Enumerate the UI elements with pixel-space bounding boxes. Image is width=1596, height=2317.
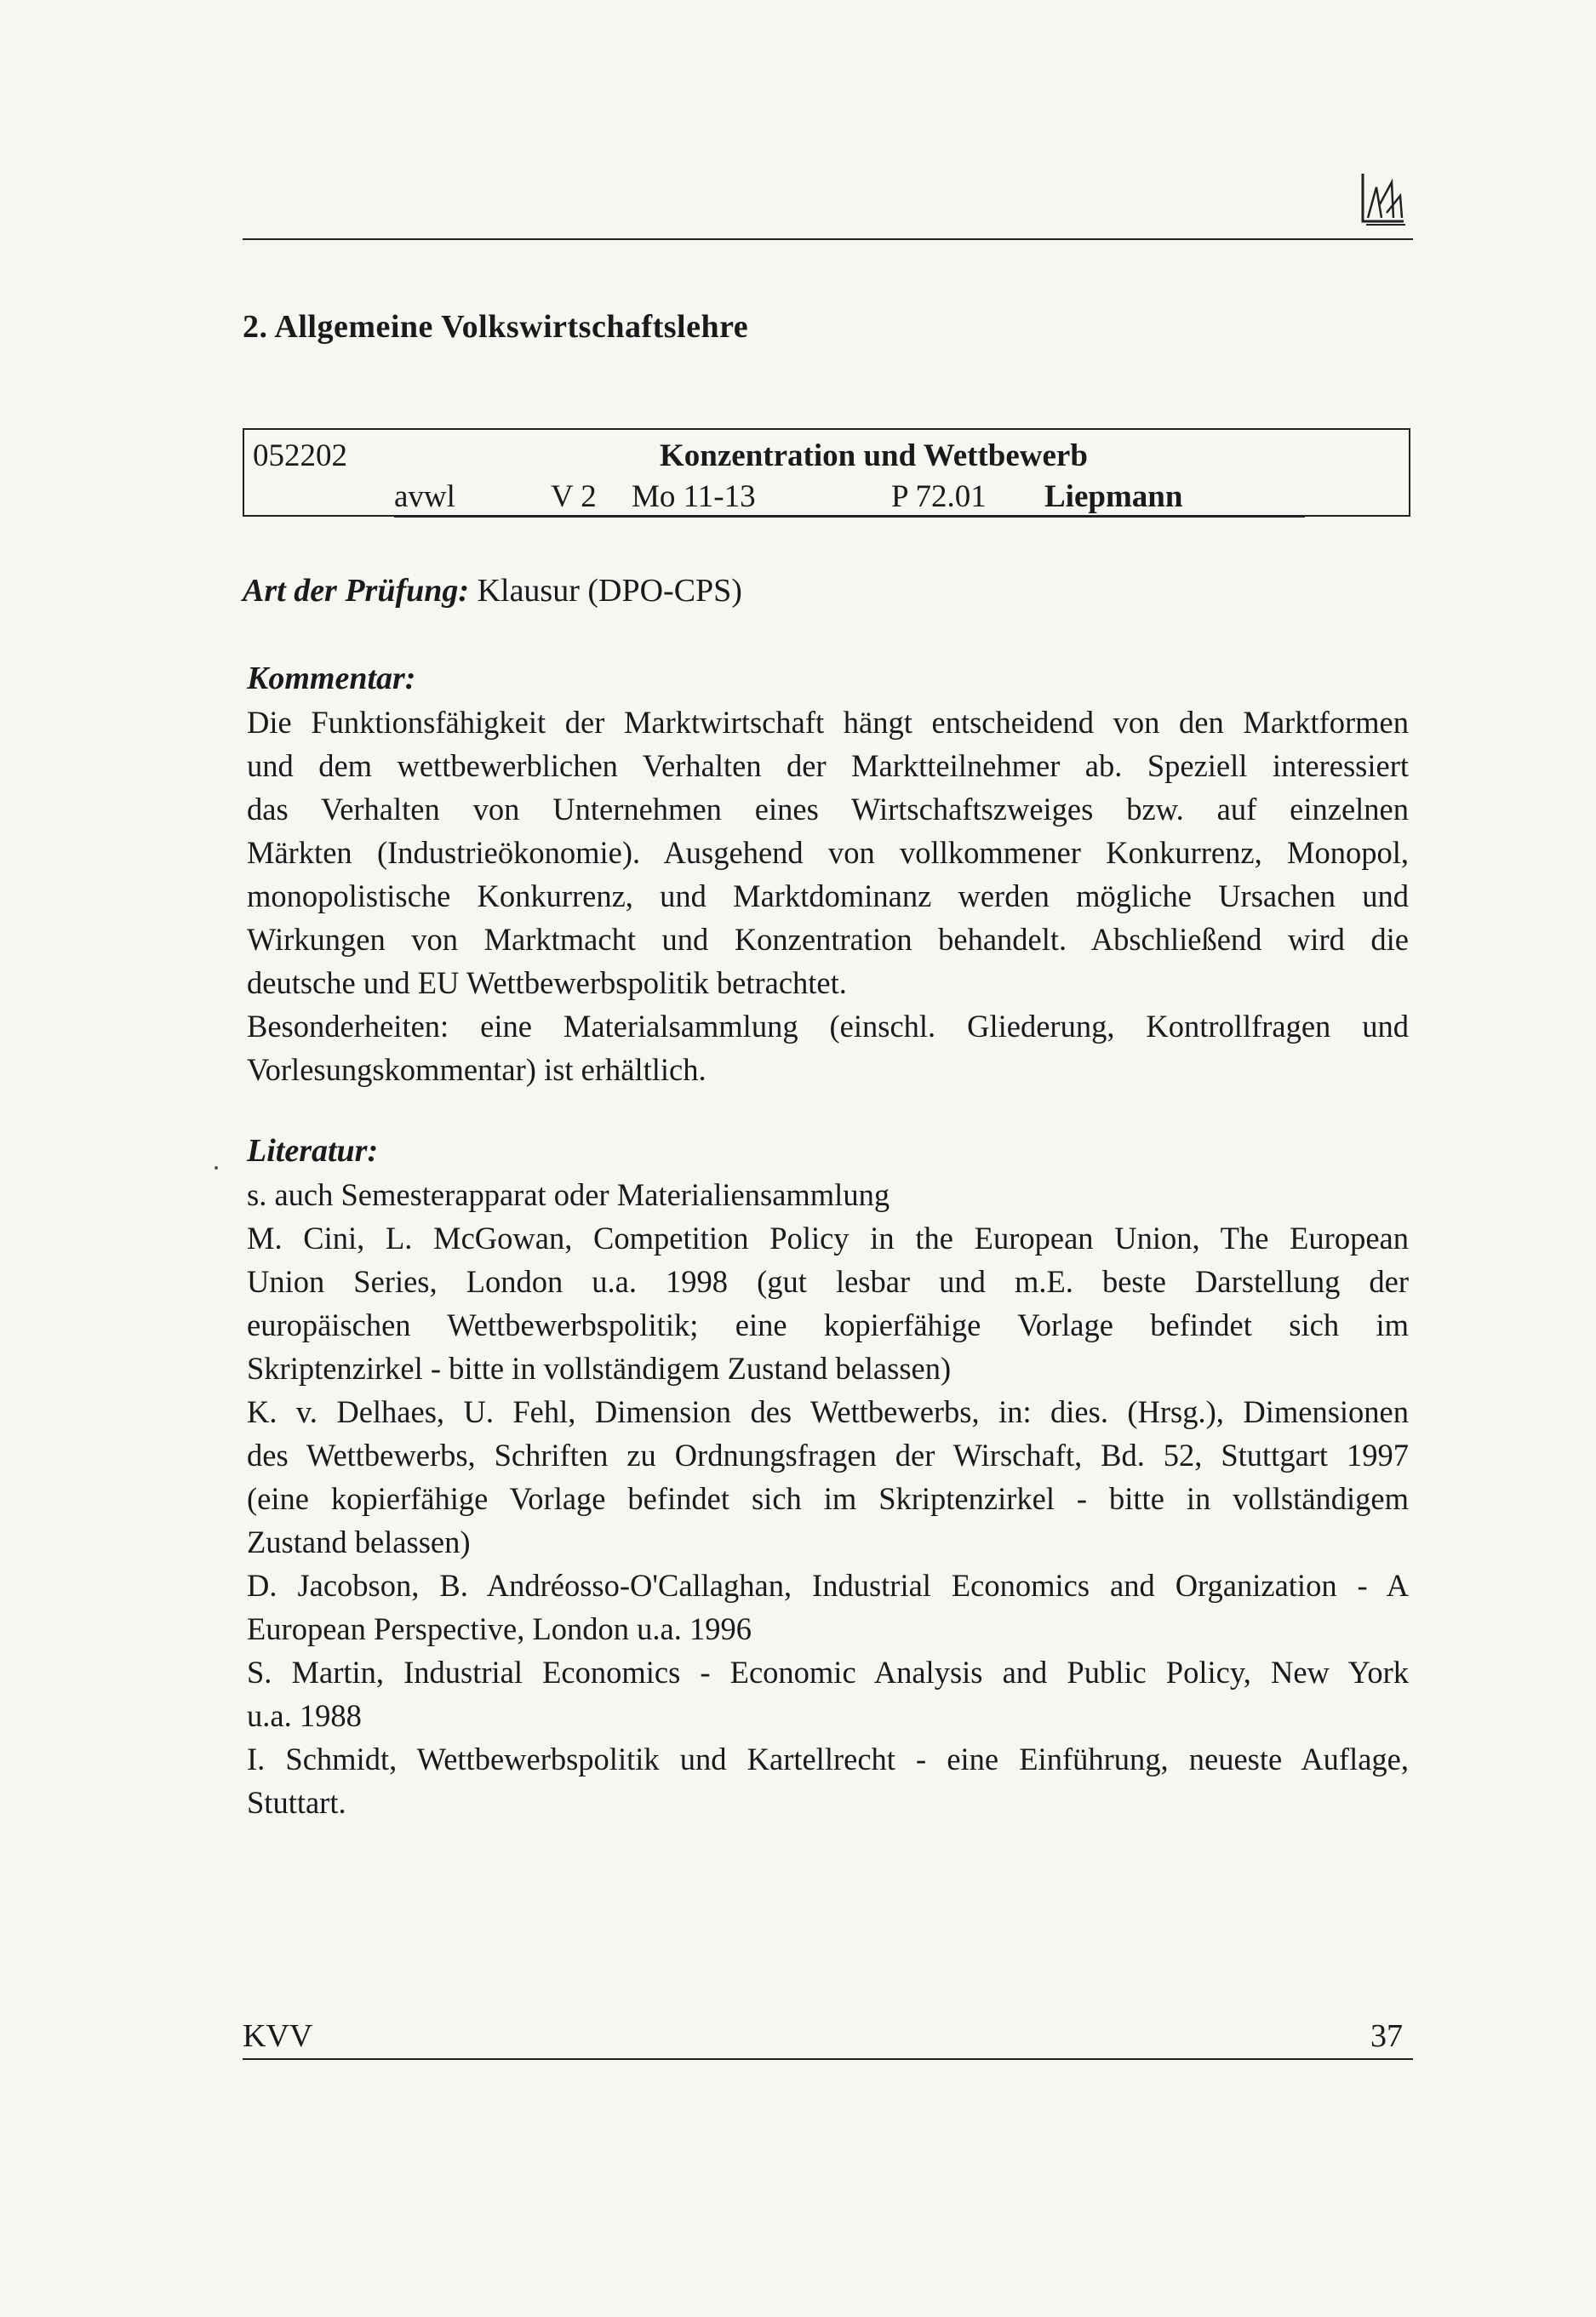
course-underline	[394, 516, 1305, 518]
course-room: P 72.01	[891, 479, 987, 514]
literatur-line: Stuttart.	[247, 1785, 346, 1820]
kommentar-line: Wirkungen von Marktmacht und Konzentration behandelt. Abschließend wird die	[247, 922, 1409, 957]
course-title: Konzentration und Wettbewerb	[660, 438, 1088, 473]
course-time: Mo 11-13	[632, 479, 756, 514]
course-id: 052202	[253, 438, 347, 473]
exam-value: Klausur (DPO-CPS)	[477, 573, 742, 609]
section-title: 2. Allgemeine Volkswirtschaftslehre	[243, 309, 749, 345]
literatur-text	[247, 1173, 1409, 1824]
course-box	[243, 428, 1410, 517]
course-lecturer: Liepmann	[1044, 479, 1183, 514]
literatur-line: des Wettbewerbs, Schriften zu Ordnungsfragen der Wirschaft, Bd. 52, Stuttgart 1997	[247, 1438, 1409, 1473]
literatur-line: (eine kopierfähige Vorlage befindet sich im Skriptenzirkel - bitte in vollständigem	[247, 1481, 1409, 1516]
footer-label: KVV	[243, 2018, 313, 2054]
literatur-line: europäischen Wettbewerbspolitik; eine kopierfähige Vorlage befindet sich im	[247, 1307, 1409, 1342]
kommentar-line: Besonderheiten: eine Materialsammlung (einschl. Gliederung, Kontrollfragen und	[247, 1009, 1409, 1044]
literatur-line: I. Schmidt, Wettbewerbspolitik und Kartellrecht - eine Einführung, neueste Auflage,	[247, 1742, 1409, 1776]
course-type: avwl	[394, 479, 455, 514]
kommentar-line: monopolistische Konkurrenz, und Marktdominanz werden mögliche Ursachen und	[247, 878, 1409, 913]
exam-line	[243, 572, 742, 609]
exam-label: Art der Prüfung:	[243, 573, 470, 609]
kommentar-line: Die Funktionsfähigkeit der Marktwirtschaft hängt entscheidend von den Marktformen	[247, 705, 1409, 740]
kommentar-heading: Kommentar:	[247, 661, 416, 696]
literatur-line: European Perspective, London u.a. 1996	[247, 1611, 752, 1646]
literatur-line: s. auch Semesterapparat oder Materialiensammlung	[247, 1177, 890, 1212]
kommentar-line: Vorlesungskommentar) ist erhältlich.	[247, 1052, 706, 1087]
literatur-line: Union Series, London u.a. 1998 (gut lesbar und m.E. beste Darstellung der	[247, 1264, 1409, 1299]
page-number: 37	[1370, 2018, 1403, 2054]
literatur-line: Zustand belassen)	[247, 1525, 471, 1559]
kommentar-line: und dem wettbewerblichen Verhalten der Marktteilnehmer ab. Speziell interessiert	[247, 748, 1409, 783]
literatur-line: Skriptenzirkel - bitte in vollständigem Zustand belassen)	[247, 1351, 952, 1386]
literatur-heading: Literatur:	[247, 1133, 379, 1169]
scan-speck	[215, 1166, 218, 1170]
kommentar-line: das Verhalten von Unternehmen eines Wirtschaftszweiges bzw. auf einzelnen	[247, 792, 1409, 827]
footer-rule	[243, 2058, 1413, 2060]
header-rule	[243, 238, 1413, 240]
literatur-line: K. v. Delhaes, U. Fehl, Dimension des Wettbewerbs, in: dies. (Hrsg.), Dimensionen	[247, 1394, 1409, 1429]
literatur-line: u.a. 1988	[247, 1698, 362, 1733]
kommentar-text	[247, 701, 1409, 1091]
literatur-line: D. Jacobson, B. Andréosso-O'Callaghan, Industrial Economics and Organization - A	[247, 1568, 1409, 1603]
course-sws: V 2	[551, 479, 597, 514]
literatur-line: M. Cini, L. McGowan, Competition Policy in the European Union, The European	[247, 1221, 1409, 1256]
literatur-line: S. Martin, Industrial Economics - Economic Analysis and Public Policy, New York	[247, 1655, 1409, 1690]
kommentar-line: deutsche und EU Wettbewerbspolitik betrachtet.	[247, 965, 847, 1000]
kommentar-line: Märkten (Industrieökonomie). Ausgehend von vollkommener Konkurrenz, Monopol,	[247, 835, 1409, 870]
faculty-logo-icon	[1358, 170, 1409, 228]
